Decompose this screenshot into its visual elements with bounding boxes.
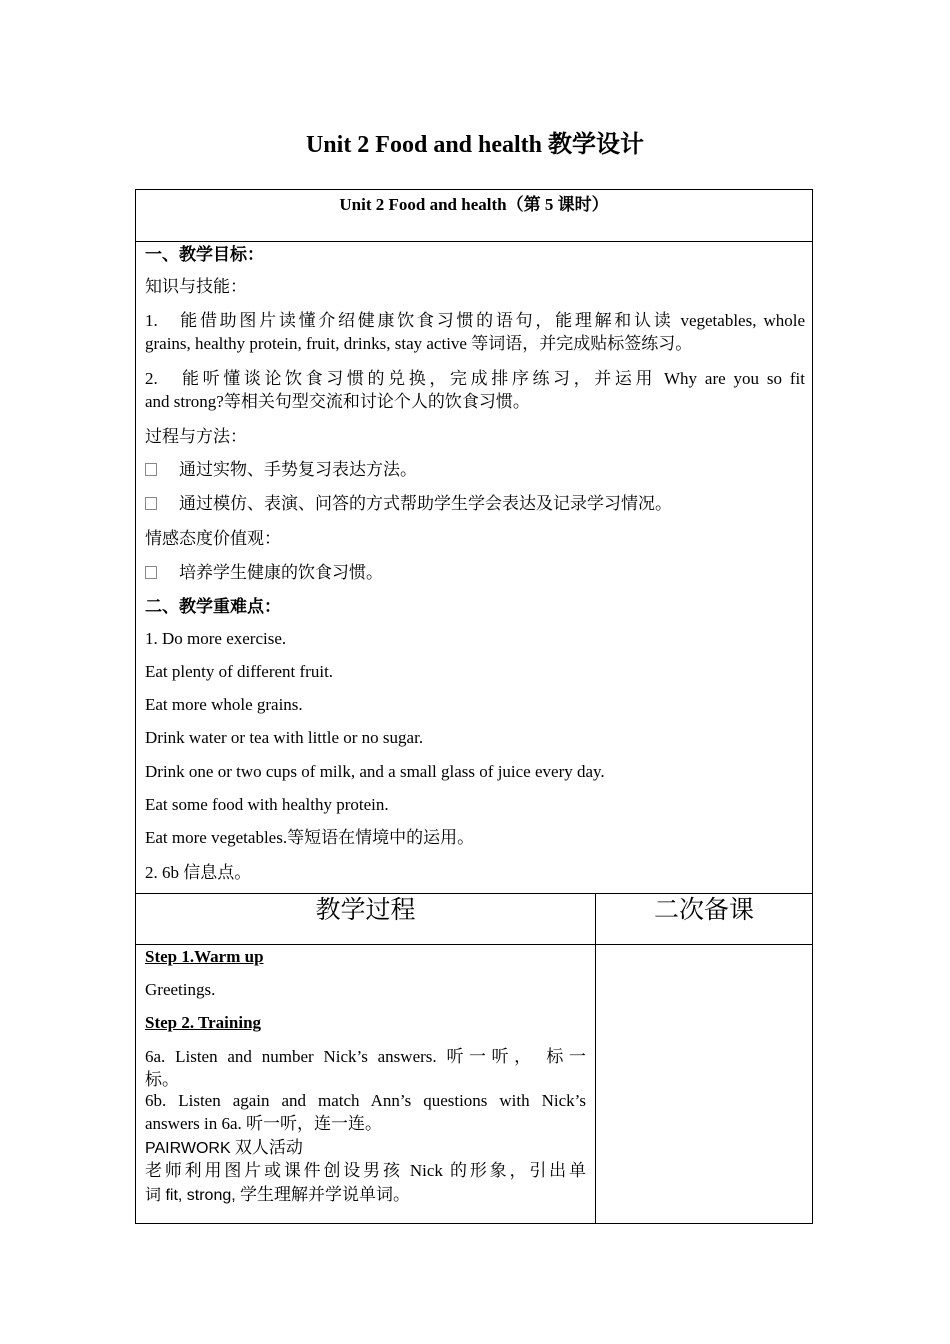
pairwork-label: PAIRWORK 双人活动 bbox=[145, 1138, 303, 1157]
key-point-item: Eat more vegetables.等短语在情境中的运用。 bbox=[145, 828, 475, 847]
emotion-label: 情感态度价值观： bbox=[145, 529, 281, 548]
key-point-item: 1. Do more exercise. bbox=[145, 629, 287, 648]
teacher-activity-line-2: 词 fit, strong, 学生理解并学说单词。 bbox=[145, 1185, 410, 1204]
key-point-item: Eat plenty of different fruit. bbox=[145, 662, 334, 681]
key-points-heading: 二、教学重难点： bbox=[145, 597, 281, 616]
knowledge-label: 知识与技能： bbox=[145, 277, 247, 296]
column-heading-process: 教学过程 bbox=[315, 897, 416, 924]
row-divider-columns bbox=[136, 893, 812, 894]
step-1-text: Greetings. bbox=[145, 980, 216, 999]
key-point-item: Drink one or two cups of milk, and a small glass of juice every day. bbox=[145, 762, 605, 781]
key-point-item: 2. 6b 信息点。 bbox=[145, 863, 252, 882]
process-label: 过程与方法： bbox=[145, 427, 247, 446]
row-divider-header bbox=[136, 241, 812, 242]
activity-6b-line-1: 6b. Listen again and match Ann’s questions with Nick’s bbox=[145, 1091, 586, 1110]
document-title: Unit 2 Food and health 教学设计 bbox=[305, 132, 645, 158]
key-point-item: Eat some food with healthy protein. bbox=[145, 795, 389, 814]
step-1-title: Step 1.Warm up bbox=[145, 947, 264, 966]
column-divider bbox=[595, 893, 596, 1224]
step-2-title: Step 2. Training bbox=[145, 1013, 262, 1032]
knowledge-item-1-line-1: 1. 能借助图片读懂介绍健康饮食习惯的语句，能理解和认读 vegetables, whole bbox=[145, 311, 805, 330]
checkbox-icon bbox=[145, 566, 157, 579]
process-item-2: 通过模仿、表演、问答的方式帮助学生学会表达及记录学习情况。 bbox=[145, 492, 672, 515]
activity-6a-line-1: 6a. Listen and number Nick’s answers. 听一听， 标一 bbox=[145, 1047, 586, 1066]
lesson-header: Unit 2 Food and health（第 5 课时） bbox=[339, 195, 609, 214]
key-point-item: Drink water or tea with little or no sugar. bbox=[145, 728, 424, 747]
knowledge-item-1-line-2: grains, healthy protein, fruit, drinks, stay active 等词语，并完成贴标签练习。 bbox=[145, 334, 693, 353]
knowledge-item-2-line-1: 2. 能听懂谈论饮食习惯的兑换，完成排序练习，并运用 Why are you so fit bbox=[145, 369, 805, 388]
activity-6b-line-2: answers in 6a. 听一听，连一连。 bbox=[145, 1114, 383, 1133]
knowledge-item-2-line-2: and strong?等相关句型交流和讨论个人的饮食习惯。 bbox=[145, 392, 530, 411]
teacher-activity-line-1: 老师利用图片或课件创设男孩 Nick 的形象，引出单 bbox=[145, 1161, 586, 1180]
emotion-item-1: 培养学生健康的饮食习惯。 bbox=[145, 561, 383, 584]
activity-6a-line-2: 标。 bbox=[145, 1070, 179, 1089]
objectives-heading: 一、教学目标： bbox=[145, 245, 264, 264]
lesson-table bbox=[135, 189, 813, 1224]
key-point-item: Eat more whole grains. bbox=[145, 695, 303, 714]
checkbox-icon bbox=[145, 497, 157, 510]
checkbox-icon bbox=[145, 463, 157, 476]
process-item-1: 通过实物、手势复习表达方法。 bbox=[145, 458, 417, 481]
column-heading-second-prep: 二次备课 bbox=[653, 897, 754, 924]
